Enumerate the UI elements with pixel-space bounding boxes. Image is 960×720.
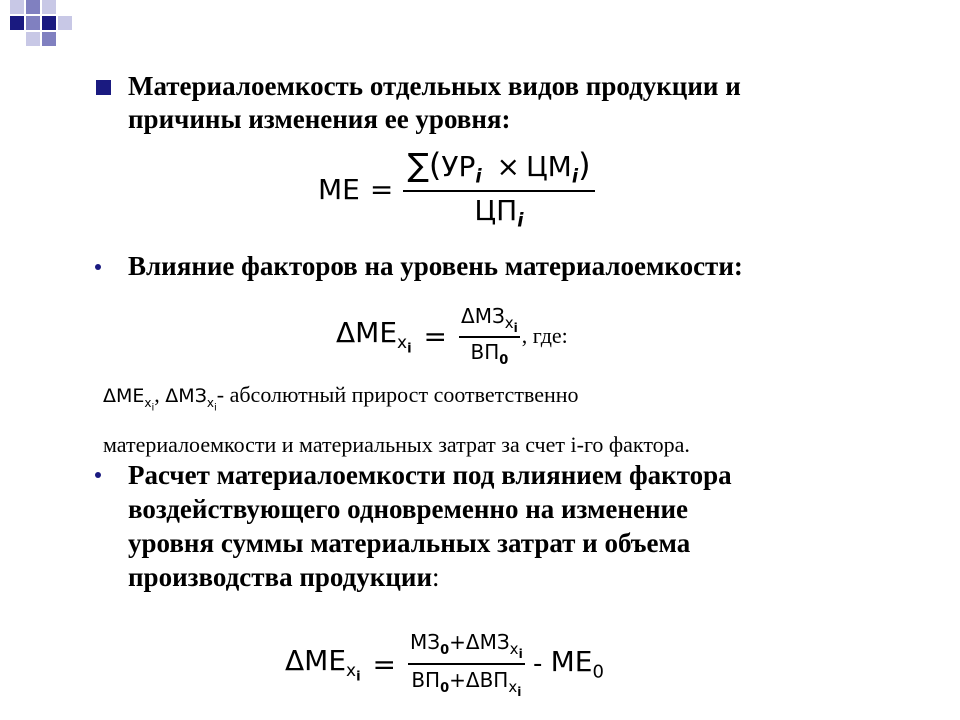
- where-label: , где:: [521, 323, 568, 348]
- minus-symbol: -: [524, 649, 551, 679]
- formula-delta-me-combined: [285, 618, 604, 710]
- deco-square: [10, 0, 24, 14]
- paren: (: [428, 146, 442, 185]
- index-i: i: [571, 167, 579, 188]
- formula-fraction: [408, 630, 525, 699]
- sub-i: i: [151, 402, 155, 414]
- plus-symbol: +: [449, 629, 466, 654]
- deco-square: [10, 16, 24, 30]
- delta-me-symbol: ΔМЕ: [103, 385, 145, 407]
- sub-i: i: [213, 402, 217, 414]
- sub-x: x: [397, 333, 408, 354]
- index-i: i: [517, 210, 524, 232]
- formula-fraction: [459, 304, 520, 368]
- times-symbol: ×: [496, 150, 520, 184]
- deco-square: [42, 16, 56, 30]
- heading-line: Расчет материалоемкости под влиянием фактора: [128, 460, 732, 490]
- delta-me-symbol: ΔМЕ: [285, 643, 347, 677]
- sub-x: x: [508, 677, 518, 696]
- note-text: - абсолютный прирост соответственно: [216, 382, 579, 407]
- sum-symbol: ∑: [407, 146, 429, 185]
- deco-square: [26, 32, 40, 46]
- delta-mz-symbol: ΔМЗ: [465, 629, 510, 654]
- heading-line: уровня суммы материальных затрат и объема: [128, 528, 691, 558]
- bullet-square-icon: [96, 80, 111, 95]
- colon: :: [432, 562, 440, 592]
- formula-equals: =: [369, 172, 394, 206]
- bullet-dot-icon: [95, 472, 101, 478]
- me-zero: [551, 645, 604, 683]
- note-line: [103, 380, 943, 424]
- sub-x: x: [346, 661, 357, 682]
- plus-symbol: +: [449, 667, 466, 692]
- deco-square: [42, 0, 56, 14]
- heading-influence: Влияние факторов на уровень материалоемкости:: [128, 251, 743, 281]
- deco-square: [58, 16, 72, 30]
- sub-zero: 0: [440, 680, 450, 696]
- heading-line: воздействующего одновременно на изменение: [128, 494, 689, 524]
- formula-lhs: [285, 644, 361, 685]
- formula-fraction: [403, 146, 594, 231]
- sub-x: x: [509, 639, 519, 658]
- delta-me-symbol: ΔМЕ: [336, 315, 398, 349]
- cp-symbol: ЦП: [474, 194, 518, 227]
- formula-me: [318, 143, 595, 235]
- cm-symbol: ЦМ: [525, 150, 572, 184]
- vp-symbol: ВП: [470, 340, 500, 364]
- heading-line: Материалоемкость отдельных видов продукции и: [128, 71, 741, 101]
- sub-zero: 0: [499, 353, 509, 368]
- heading-calculation: [128, 458, 928, 594]
- sub-i: i: [517, 684, 522, 699]
- sub-x: x: [206, 396, 214, 411]
- paren: ): [578, 146, 591, 185]
- deco-square: [26, 0, 40, 14]
- delta-mz-symbol: ΔМЗ: [165, 385, 207, 407]
- heading-line: [128, 560, 928, 594]
- heading-line: причины изменения ее уровня:: [128, 104, 511, 134]
- heading-text: производства продукции: [128, 562, 433, 592]
- delta-mz-symbol: ΔМЗ: [461, 304, 505, 328]
- sub-i: i: [356, 669, 361, 685]
- sub-zero: 0: [440, 642, 450, 658]
- mz-symbol: МЗ: [410, 629, 441, 654]
- sub-zero: 0: [592, 661, 604, 683]
- formula-lhs: МЕ: [318, 172, 360, 206]
- index-i: i: [475, 167, 482, 188]
- slide-decoration: [0, 0, 80, 60]
- ur-symbol: УР: [441, 150, 476, 184]
- delta-vp-symbol: ΔВП: [465, 667, 509, 692]
- heading-materialoemkost: [128, 70, 928, 136]
- sub-x: x: [504, 314, 514, 332]
- formula-equals: =: [423, 319, 448, 353]
- formula-equals: =: [372, 647, 397, 681]
- sub-i: i: [518, 646, 523, 661]
- formula-lhs: [336, 316, 412, 357]
- bullet-dot-icon: [95, 264, 101, 270]
- deco-square: [26, 16, 40, 30]
- sub-i: i: [513, 321, 518, 335]
- separator: ,: [154, 382, 166, 407]
- formula-delta-me: [336, 296, 568, 376]
- vp-symbol: ВП: [411, 667, 441, 692]
- note-line: материалоемкости и материальных затрат за счет i-го фактора.: [103, 431, 690, 457]
- sub-i: i: [407, 341, 412, 357]
- deco-square: [42, 32, 56, 46]
- definition-note: [103, 380, 943, 460]
- sub-x: x: [144, 396, 152, 411]
- me-symbol: МЕ: [550, 645, 593, 679]
